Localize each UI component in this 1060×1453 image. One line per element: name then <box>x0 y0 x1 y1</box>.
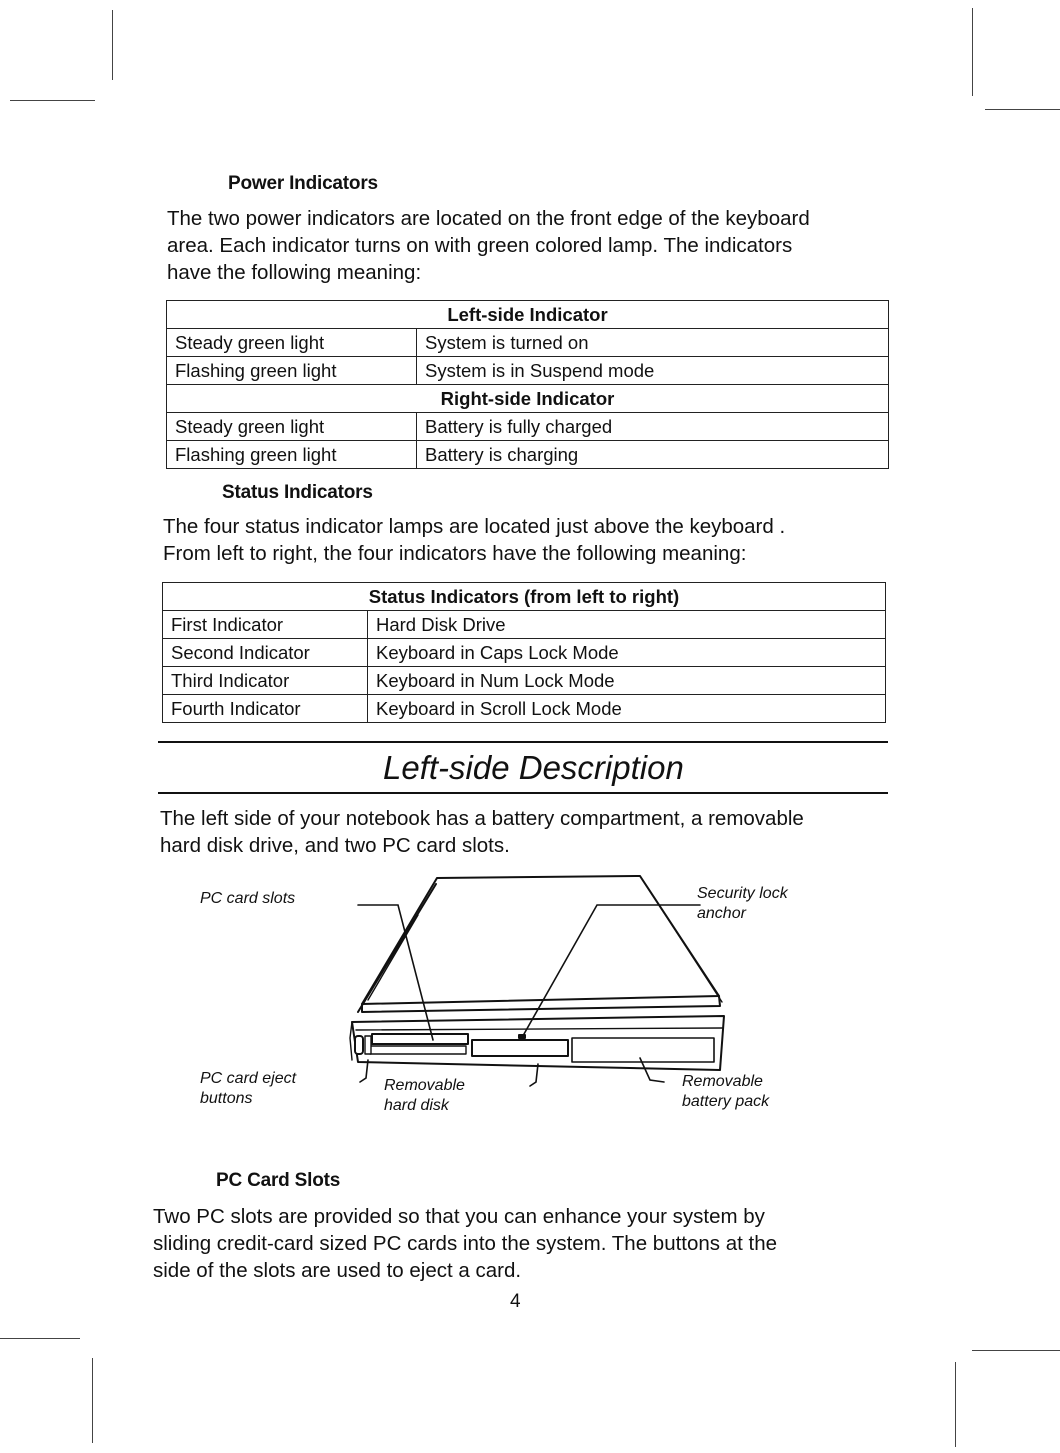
table-cell: Keyboard in Scroll Lock Mode <box>368 695 886 723</box>
page-number: 4 <box>510 1291 521 1312</box>
label-line: PC card eject <box>200 1070 297 1087</box>
removable-battery-pack-label <box>682 1072 769 1112</box>
left-side-indicator-header: Left-side Indicator <box>167 301 889 329</box>
paragraph-line: Two PC slots are provided so that you can enhance your system by <box>153 1205 765 1228</box>
pc-card-eject-buttons-label <box>200 1069 296 1109</box>
table-cell: Flashing green light <box>167 441 417 469</box>
table-cell: Steady green light <box>167 329 417 357</box>
table-cell: Battery is fully charged <box>417 413 889 441</box>
label-line: Removable <box>682 1073 763 1090</box>
table-cell: Flashing green light <box>167 357 417 385</box>
table-cell: Keyboard in Num Lock Mode <box>368 667 886 695</box>
table-cell: Third Indicator <box>163 667 368 695</box>
security-lock-anchor-label <box>697 884 788 924</box>
table-cell: First Indicator <box>163 611 368 639</box>
table-cell: Battery is charging <box>417 441 889 469</box>
pc-card-slots-heading: PC Card Slots <box>216 1170 341 1191</box>
label-line: anchor <box>697 905 746 922</box>
paragraph-line: area. Each indicator turns on with green colored lamp. The indicators <box>167 234 793 257</box>
removable-hard-disk-label <box>384 1076 465 1116</box>
right-side-indicator-header: Right-side Indicator <box>167 385 889 413</box>
paragraph-line: The left side of your notebook has a battery compartment, a removable <box>160 807 804 830</box>
pc-card-slots-label: PC card slots <box>200 890 296 907</box>
status-indicators-header: Status Indicators (from left to right) <box>163 583 886 611</box>
table-cell: Second Indicator <box>163 639 368 667</box>
paragraph-line: The four status indicator lamps are located just above the keyboard . <box>163 515 786 538</box>
paragraph-line: sliding credit-card sized PC cards into the system. The buttons at the <box>153 1232 778 1255</box>
section-title: Left-side Description <box>383 749 684 786</box>
table-cell: Steady green light <box>167 413 417 441</box>
table-cell: Keyboard in Caps Lock Mode <box>368 639 886 667</box>
table-cell: System is turned on <box>417 329 889 357</box>
label-line: Security lock <box>697 885 788 902</box>
paragraph-line: hard disk drive, and two PC card slots. <box>160 834 510 857</box>
paragraph-line: have the following meaning: <box>167 261 422 284</box>
paragraph-line: The two power indicators are located on the front edge of the keyboard <box>167 207 810 230</box>
label-line: Removable <box>384 1077 465 1094</box>
paragraph-line: side of the slots are used to eject a card. <box>153 1259 522 1282</box>
table-cell: Fourth Indicator <box>163 695 368 723</box>
status-indicators-heading: Status Indicators <box>222 482 373 503</box>
pc-card-paragraph <box>153 1203 777 1284</box>
table-cell: Hard Disk Drive <box>368 611 886 639</box>
power-indicators-heading: Power Indicators <box>228 173 378 194</box>
table-cell: System is in Suspend mode <box>417 357 889 385</box>
paragraph-line: From left to right, the four indicators have the following meaning: <box>163 542 747 565</box>
label-line: battery pack <box>682 1093 770 1110</box>
label-line: hard disk <box>384 1097 449 1114</box>
label-line: buttons <box>200 1090 253 1107</box>
